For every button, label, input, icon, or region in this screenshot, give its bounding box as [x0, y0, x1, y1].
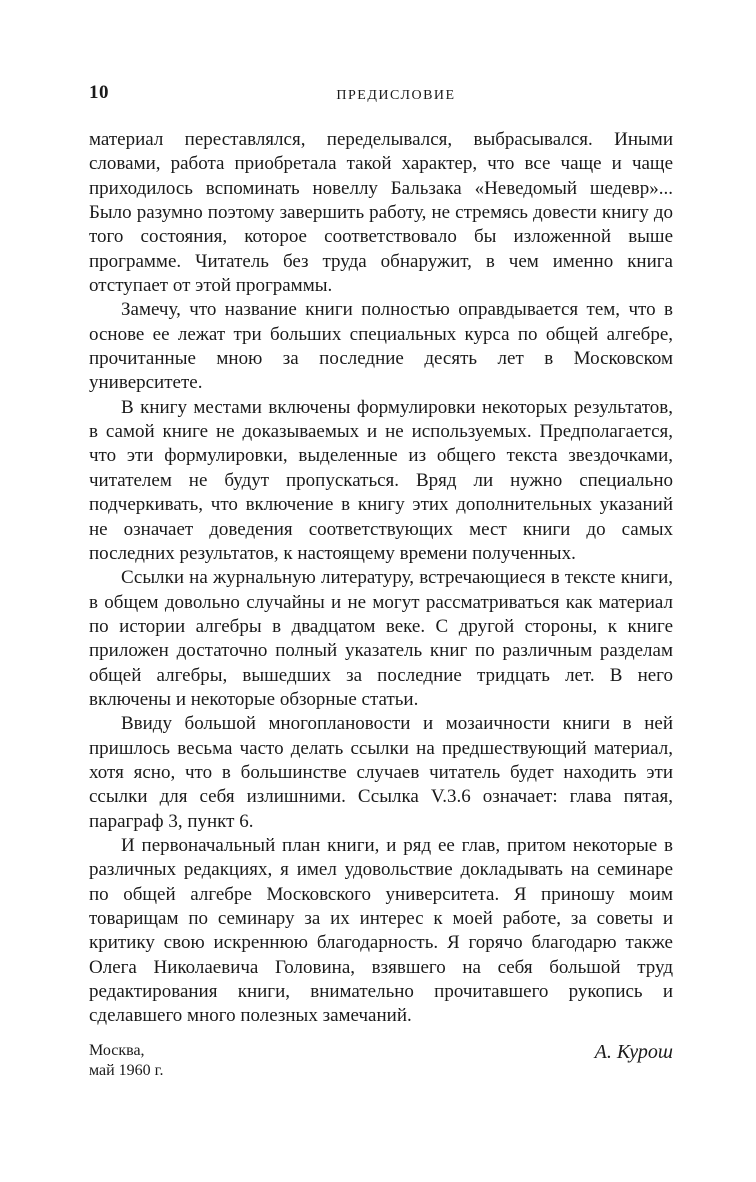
page-number: 10 — [89, 82, 109, 103]
page-header — [89, 78, 673, 108]
paragraph: В книгу местами включены формулировки некоторых результатов, в самой книге не доказываемых и не используемых. Предполагается, что эти формулировки, выделенные из общего текста звездочками, читателем не будут пропускаться. Вряд ли нужно специально подчеркивать, что включение в книгу этих дополнительных указаний не означает доведения соответствующих мест книги до самых последних результатов, к настоящему времени полученных. — [89, 396, 673, 564]
preface-text — [89, 128, 673, 1029]
paragraph: Замечу, что название книги полностью оправдывается тем, что в основе ее лежат три больших специальных курса по общей алгебре, прочитанные мною за последние десять лет в Московском университете. — [89, 299, 673, 394]
paragraph: Ссылки на журнальную литературу, встречающиеся в тексте книги, в общем довольно случайны и не могут рассматриваться как материал по истории алгебры в двадцатом веке. С другой стороны, к книге приложен достаточно полный указатель книг по различным разделам общей алгебры, вышедших за последние тридцать лет. В него включены и некоторые обзорные статьи. — [89, 567, 673, 710]
running-head: ПРЕДИСЛОВИЕ — [336, 88, 456, 103]
author-signature: А. Курош — [594, 1040, 673, 1063]
paragraph: И первоначальный план книги, и ряд ее глав, притом некоторые в различных редакциях, я имел удовольствие докладывать на семинаре по общей алгебре Московского университета. Я приношу моим товарищам по семинару за их интерес к моей работе, за советы и критику свою искреннюю благодарность. Я горячо благодарю также Олега Николаевича Головина, взявшего на себя большой труд редактирования книги, внимательно прочитавшего рукопись и сделавшего много полезных замечаний. — [89, 834, 673, 1027]
paragraph: материал переставлялся, переделывался, выбрасывался. Иными словами, работа приобретала такой характер, что все чаще и чаще приходилось вспоминать новеллу Бальзака «Неведомый шедевр»... Было разумно поэтому завершить работу, не стремясь довести книгу до того состояния, которое соответствовало бы изложенной выше программе. Читатель без труда обнаружит, в чем именно книга отступает от этой программы. — [89, 129, 673, 297]
paragraph: Ввиду большой многоплановости и мозаичности книги в ней пришлось весьма часто делать ссылки на предшествующий материал, хотя ясно, что в большинстве случаев читатель будет находить эти ссылки для себя излишними. Ссылка V.3.6 означает: глава пятая, параграф 3, пункт 6. — [89, 713, 673, 832]
closing-block — [89, 1037, 673, 1087]
place-date — [89, 1041, 163, 1081]
date: май 1960 г. — [89, 1061, 164, 1079]
place: Москва, — [89, 1041, 145, 1059]
book-page — [89, 78, 673, 1087]
